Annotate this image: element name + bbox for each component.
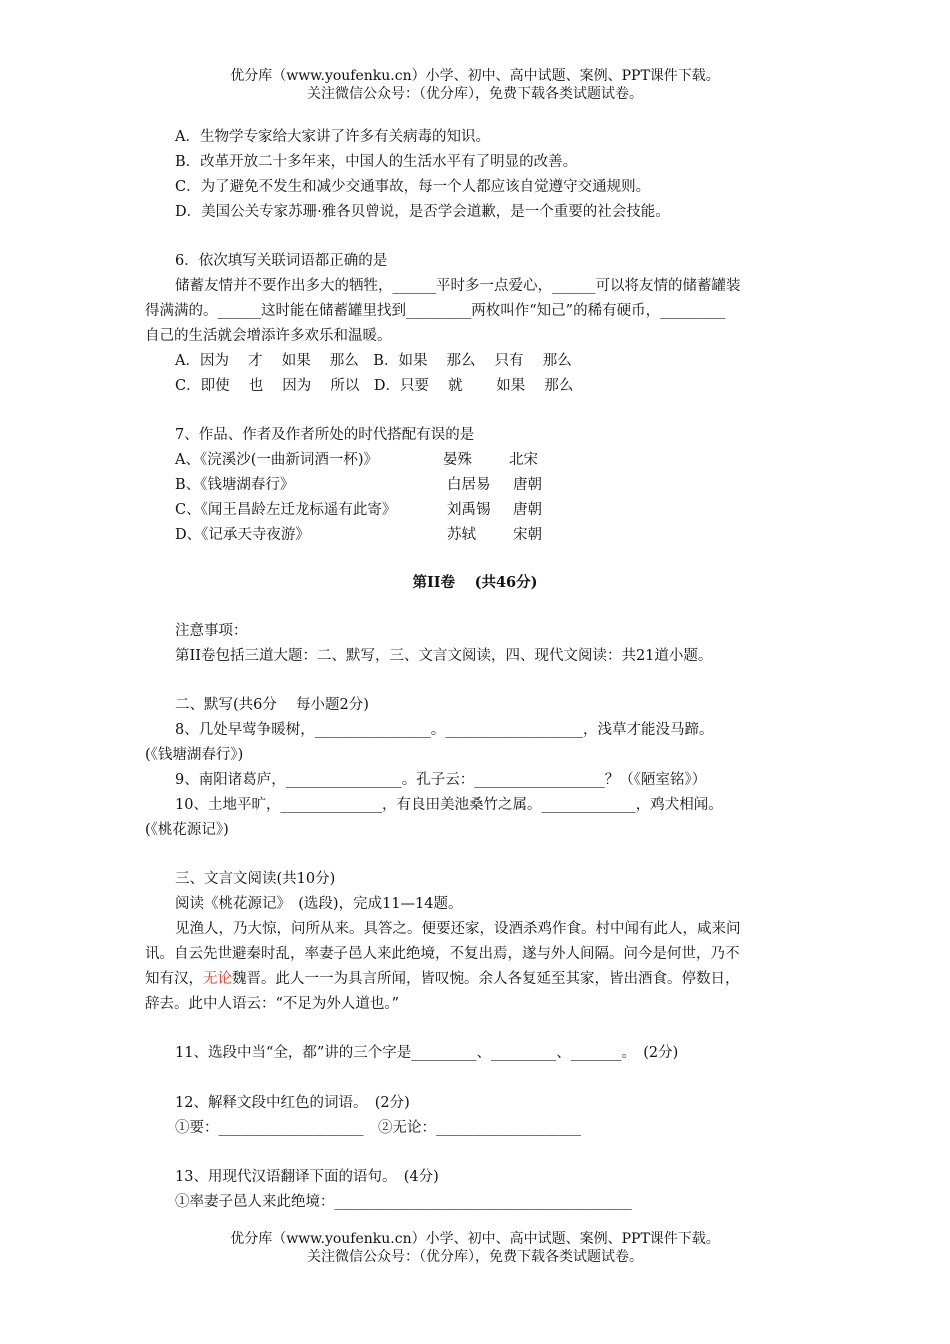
q6-options-row-2: C．即使 也 因为 所以 D．只要 就 如果 那么 <box>175 378 574 394</box>
q7-author: 苏轼 <box>447 527 476 543</box>
q7-row <box>175 501 542 519</box>
q7-work: D、《记承天寺夜游》 <box>175 527 310 543</box>
q6-text-line-3: 自己的生活就会增添许多欢乐和温暖。 <box>145 328 392 344</box>
passage-line-1: 见渔人，乃大惊，问所从来。具答之。便要还家，设酒杀鸡作食。村中闻有此人，咸来问 <box>175 921 741 937</box>
q8-line: 8、几处早莺争暖树，________________。___________________，浅草才能没马蹄。 <box>175 722 714 738</box>
q5-option-c: C．为了避免不发生和减少交通事故，每一个人都应该自觉遵守交通规则。 <box>175 179 651 195</box>
passage-line-4: 辞去。此中人语云：“不足为外人道也。” <box>145 996 400 1012</box>
q7-era: 宋朝 <box>513 527 542 543</box>
q7-author: 晏殊 <box>443 452 472 468</box>
q7-author: 刘禹锡 <box>447 502 491 518</box>
header-line-2: 关注微信公众号：（优分库），免费下载各类试题试卷。 <box>307 86 643 102</box>
q6-text-line-1: 储蓄友情并不要作出多大的牺牲，______平时多一点爱心，______可以将友情的储蓄罐装 <box>175 278 741 294</box>
passage-line-2: 讯。自云先世避秦时乱，率妻子邑人来此绝境，不复出焉，遂与外人间隔。问今是何世，乃不 <box>145 946 740 962</box>
highlighted-word: 无论 <box>203 971 232 987</box>
q5-option-d: D．美国公关专家苏珊·雅各贝曾说，是否学会道歉，是一个重要的社会技能。 <box>175 204 670 220</box>
q7-era: 唐朝 <box>513 502 542 518</box>
q5-option-a: A．生物学专家给大家讲了许多有关病毒的知识。 <box>175 129 490 145</box>
notice-text: 第II卷包括三道大题：二、默写，三、文言文阅读，四、现代文阅读：共21道小题。 <box>175 648 713 664</box>
q7-author: 白居易 <box>447 477 491 493</box>
q5-option-b: B．改革开放二十多年来，中国人的生活水平有了明显的改善。 <box>175 154 578 170</box>
q7-work: B、《钱塘湖春行》 <box>175 477 295 493</box>
q7-era: 唐朝 <box>513 477 542 493</box>
q7-row <box>175 526 542 544</box>
footer-line-2: 关注微信公众号：（优分库），免费下载各类试题试卷。 <box>307 1249 643 1265</box>
q7-row <box>175 476 542 494</box>
q6-stem: 6．依次填写关联词语都正确的是 <box>175 253 388 269</box>
header-line-1: 优分库（www.youfenku.cn）小学、初中、高中试题、案例、PPT课件下载。 <box>230 68 720 84</box>
q7-work: A、《浣溪沙(一曲新词酒一杯)》 <box>175 452 379 468</box>
part3-intro: 阅读《桃花源记》 (选段)，完成11—14题。 <box>175 896 463 912</box>
q7-era: 北宋 <box>509 452 538 468</box>
q6-text-line-2: 得满满的。______这时能在储蓄罐里找到_________两枚叫作“知己”的稀有硬币，_________ <box>145 303 726 319</box>
section-title: 第II卷 (共46分) <box>412 574 538 591</box>
q6-options-row-1: A．因为 才 如果 那么 B．如果 那么 只有 那么 <box>175 353 572 369</box>
q11-line: 11、选段中当“全，都”讲的三个字是_________、_________、_______。 (2分) <box>175 1045 679 1061</box>
q9-line: 9、南阳诸葛庐，________________。孔子云：__________________？（《陋室铭》） <box>175 772 707 788</box>
q10-source: (《桃花源记》) <box>145 822 229 838</box>
q13-item-1: ①率妻子邑人来此绝境：_________________________________________ <box>175 1194 632 1210</box>
part3-heading: 三、文言文阅读(共10分) <box>175 871 336 887</box>
footer-line-1: 优分库（www.youfenku.cn）小学、初中、高中试题、案例、PPT课件下载。 <box>230 1231 720 1247</box>
q10-line: 10、土地平旷，______________，有良田美池桑竹之属。_____________，鸡犬相闻。 <box>175 797 723 813</box>
passage-text: 魏晋。此人一一为具言所闻，皆叹惋。余人各复延至其家，皆出酒食。停数日， <box>232 971 740 987</box>
q7-work: C、《闻王昌龄左迁龙标遥有此寄》 <box>175 502 397 518</box>
q13-stem: 13、用现代汉语翻译下面的语句。 (4分) <box>175 1169 439 1185</box>
q12-answers: ①要：____________________ ②无论：____________________ <box>175 1120 581 1136</box>
q7-row <box>175 451 538 469</box>
part2-heading: 二、默写(共6分 每小题2分) <box>175 697 369 713</box>
passage-line-3 <box>145 970 740 988</box>
q7-stem: 7、作品、作者及作者所处的时代搭配有误的是 <box>175 427 475 443</box>
notice-label: 注意事项： <box>175 623 248 639</box>
passage-text: 知有汉， <box>145 971 203 987</box>
q8-source: (《钱塘湖春行》) <box>145 747 244 763</box>
q12-stem: 12、解释文段中红色的词语。 (2分) <box>175 1095 410 1111</box>
